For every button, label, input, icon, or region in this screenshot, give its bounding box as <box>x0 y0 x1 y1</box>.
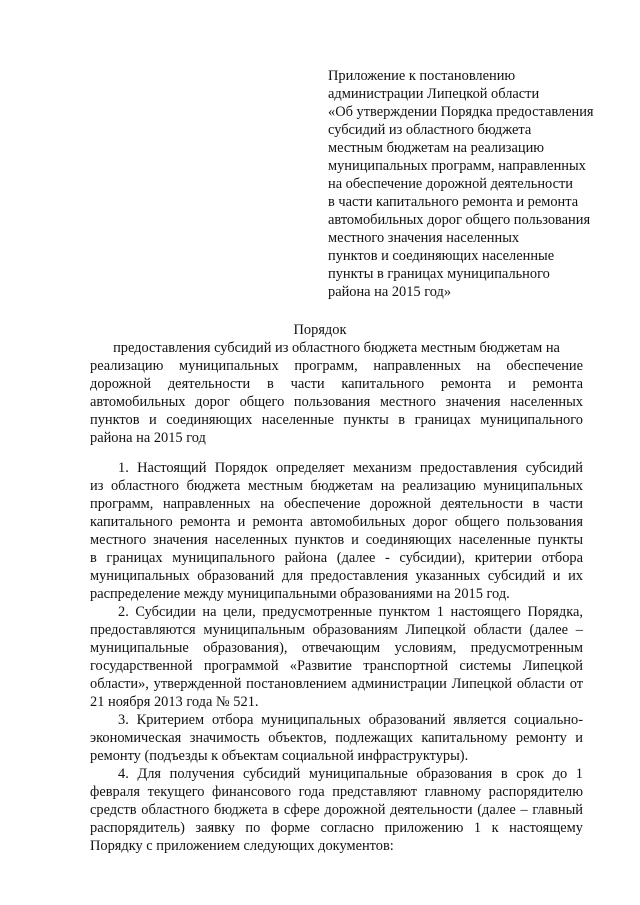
appendix-line: муниципальных программ, направленных <box>328 158 586 174</box>
appendix-header <box>328 67 628 301</box>
appendix-line: Приложение к постановлению <box>328 68 516 84</box>
paragraph-line: из областного бюджета местным бюджетам на реализацию муниципальных <box>90 478 583 494</box>
document-title: Порядок <box>293 322 347 338</box>
paragraph-line: местного значения населенных пунктов и соединяющих населенные пункты <box>90 532 583 548</box>
appendix-line: администрации Липецкой области <box>328 86 540 102</box>
paragraph-line: муниципальных образований для предоставления указанных субсидий и их <box>90 568 583 584</box>
paragraph-line: 4. Для получения субсидий муниципальные образования в срок до 1 <box>118 766 583 782</box>
paragraph-line: 21 ноября 2013 года № 521. <box>90 694 259 710</box>
appendix-line: субсидий из областного бюджета <box>328 122 532 138</box>
appendix-line: местным бюджетам на реализацию <box>328 140 545 156</box>
paragraph-line: программ, направленных на обеспечение дорожной деятельности в части <box>90 496 583 512</box>
paragraph-line: средств областного бюджета в сфере дорожной деятельности (далее – главный <box>90 802 583 818</box>
document-subtitle <box>90 339 583 447</box>
appendix-line: на обеспечение дорожной деятельности <box>328 176 573 192</box>
paragraph-line: предоставляются муниципальным образованиям Липецкой области (далее – <box>90 622 583 638</box>
paragraph-line: Порядку с приложением следующих документов: <box>90 838 394 854</box>
document-body <box>90 459 583 855</box>
paragraph-line: февраля текущего финансового года представляют главному распорядителю <box>90 784 583 800</box>
paragraph-2 <box>90 603 583 711</box>
paragraph-line: государственной программой «Развитие транспортной системы Липецкой <box>90 658 583 674</box>
appendix-line: автомобильных дорог общего пользования <box>328 212 591 228</box>
paragraph-line: в границах муниципального района (далее - субсидии), критерии отбора <box>90 550 583 566</box>
paragraph-line: области», утвержденной постановлением администрации Липецкой области от <box>90 676 583 692</box>
paragraph-line: 1. Настоящий Порядок определяет механизм предоставления субсидий <box>118 460 583 476</box>
paragraph-line: ремонту (подъезды к объектам социальной инфраструктуры). <box>90 748 469 764</box>
paragraph-line: распорядитель) заявку по форме согласно приложению 1 к настоящему <box>90 820 583 836</box>
paragraph-4 <box>90 765 583 855</box>
subtitle-line: автомобильных дорог общего пользования местного значения населенных <box>90 394 583 410</box>
appendix-line: в части капитального ремонта и ремонта <box>328 194 579 210</box>
paragraph-line: экономическая значимость объектов, подлежащих капитальному ремонту и <box>90 730 583 746</box>
paragraph-line: муниципальные образования), отвечающим условиям, предусмотренным <box>90 640 583 656</box>
subtitle-line: пунктов и соединяющих населенные пункты в границах муниципального <box>90 412 583 428</box>
paragraph-line: распределение между муниципальными образованиями на 2015 год. <box>90 586 510 602</box>
subtitle-line: предоставления субсидий из областного бюджета местным бюджетам на <box>113 340 560 356</box>
paragraph-line: 2. Субсидии на цели, предусмотренные пунктом 1 настоящего Порядка, <box>118 604 583 620</box>
subtitle-line: района на 2015 год <box>90 430 206 446</box>
paragraph-3 <box>90 711 583 765</box>
paragraph-1 <box>90 459 583 603</box>
appendix-line: района на 2015 год» <box>328 284 452 300</box>
appendix-line: пункты в границах муниципального <box>328 266 550 282</box>
subtitle-line: дорожной деятельности в части капитального ремонта и ремонта <box>90 376 583 392</box>
paragraph-line: 3. Критерием отбора муниципальных образований является социально- <box>118 712 583 728</box>
appendix-line: местного значения населенных <box>328 230 520 246</box>
appendix-line: пунктов и соединяющих населенные <box>328 248 555 264</box>
appendix-line: «Об утверждении Порядка предоставления <box>328 104 594 120</box>
subtitle-line: реализацию муниципальных программ, направленных на обеспечение <box>90 358 583 374</box>
paragraph-line: капитального ремонта и ремонта автомобильных дорог общего пользования <box>90 514 583 530</box>
